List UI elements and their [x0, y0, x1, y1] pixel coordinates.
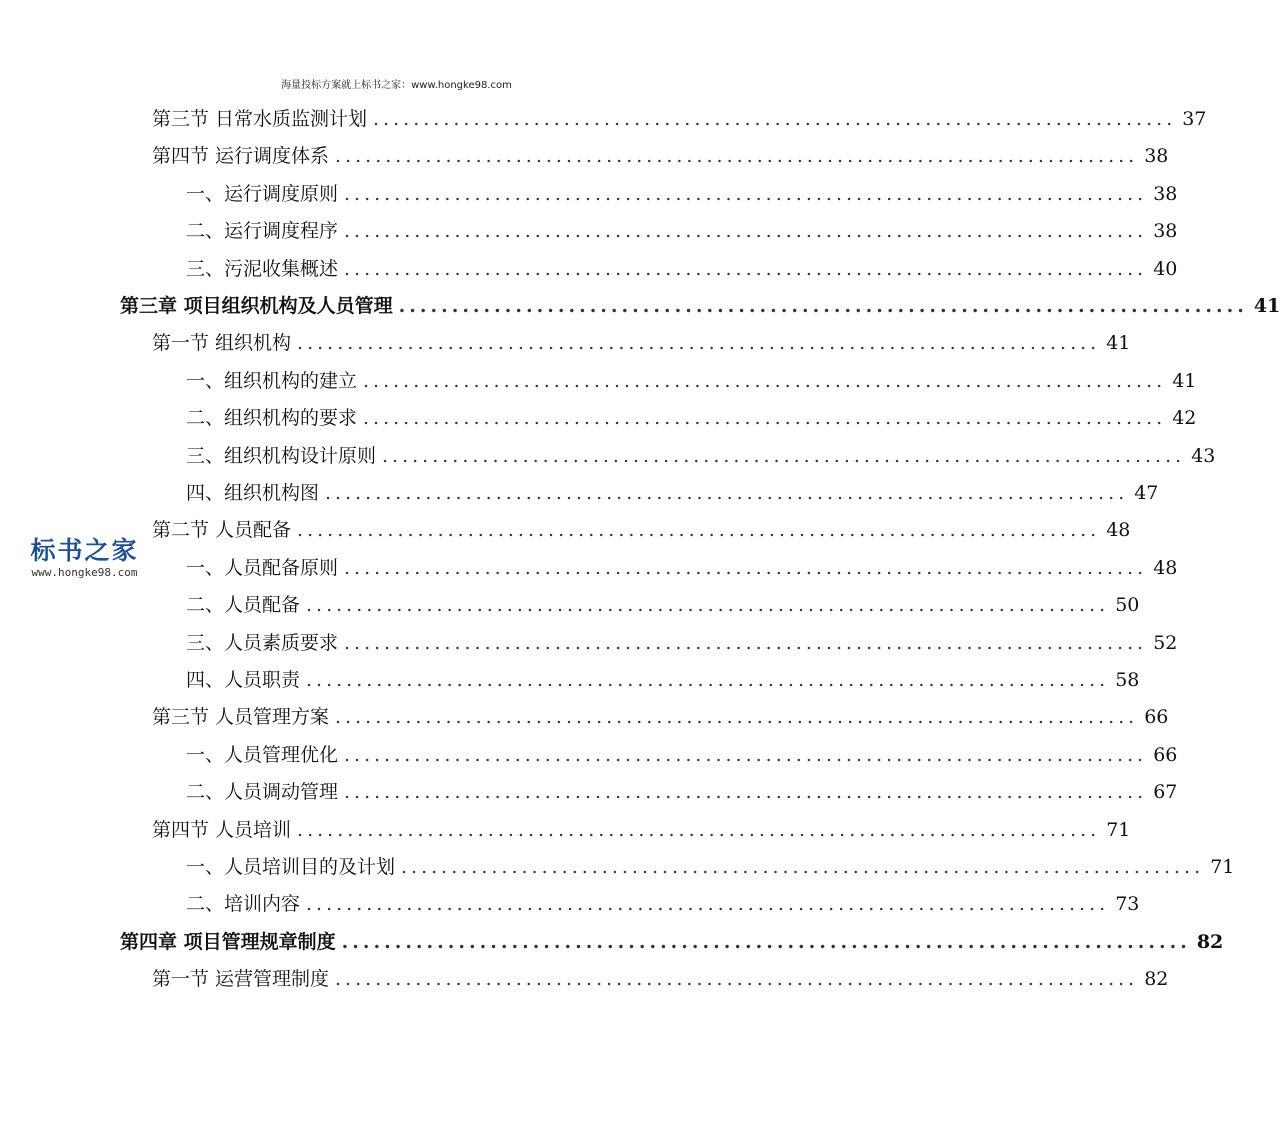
watermark-title: 标书之家	[30, 536, 139, 565]
toc-leader-dots: ................................................................................	[344, 220, 1148, 243]
toc-leader-dots: ................................................................................	[344, 257, 1148, 280]
toc-section-entry[interactable]	[152, 328, 1131, 358]
toc-leader-dots: ................................................................................	[344, 781, 1148, 804]
toc-entry-label: 二、运行调度程序	[186, 220, 339, 243]
toc-leader-dots: ................................................................................	[398, 295, 1248, 317]
toc-entry-label: 第一节 组织机构	[152, 332, 292, 355]
toc-entry-page-number: 50	[1115, 594, 1140, 617]
toc-leader-dots: ................................................................................	[306, 594, 1110, 617]
toc-section-entry[interactable]	[152, 141, 1169, 171]
toc-leader-dots: ................................................................................	[363, 407, 1167, 430]
toc-leader-dots: ................................................................................	[325, 482, 1129, 504]
toc-entry-label: 三、组织机构设计原则	[186, 444, 377, 467]
toc-entry-page-number: 41	[1106, 332, 1131, 355]
toc-entry-page-number: 43	[1191, 444, 1216, 467]
toc-subsection-entry[interactable]	[186, 628, 1178, 658]
toc-entry-page-number: 67	[1153, 781, 1178, 804]
toc-chapter-entry[interactable]	[120, 927, 1224, 957]
toc-entry-page-number: 73	[1115, 893, 1140, 916]
toc-subsection-entry[interactable]	[186, 179, 1178, 209]
toc-entry-label: 二、人员调动管理	[186, 781, 339, 804]
toc-entry-label: 二、组织机构的要求	[186, 407, 358, 430]
toc-entry-label: 第四节 人员培训	[152, 818, 292, 841]
toc-entry-label: 第三节 日常水质监测计划	[152, 108, 368, 130]
toc-entry-page-number: 38	[1153, 220, 1178, 243]
toc-entry-label: 三、人员素质要求	[186, 631, 339, 654]
toc-leader-dots: ................................................................................	[401, 856, 1205, 878]
page-header: 海量投标方案就上标书之家：www.hongke98.com	[281, 80, 512, 91]
toc-subsection-entry[interactable]	[186, 777, 1178, 807]
toc-leader-dots: ................................................................................	[344, 631, 1148, 654]
toc-leader-dots: ................................................................................	[335, 145, 1139, 168]
toc-entry-page-number: 66	[1153, 743, 1178, 766]
toc-entry-page-number: 38	[1144, 145, 1169, 168]
toc-leader-dots: ................................................................................	[297, 519, 1101, 542]
toc-section-entry[interactable]	[152, 702, 1169, 732]
toc-entry-page-number: 48	[1106, 519, 1131, 542]
toc-entry-label: 第三节 人员管理方案	[152, 706, 330, 729]
toc-leader-dots: ................................................................................	[335, 706, 1139, 729]
toc-section-entry[interactable]	[152, 515, 1131, 545]
toc-leader-dots: ................................................................................	[373, 108, 1177, 130]
toc-leader-dots: ................................................................................	[306, 893, 1110, 916]
toc-entry-page-number: 37	[1182, 108, 1207, 130]
toc-entry-label: 一、组织机构的建立	[186, 369, 358, 392]
toc-entry-page-number: 38	[1153, 182, 1178, 205]
toc-entry-page-number: 71	[1210, 856, 1235, 878]
toc-subsection-entry[interactable]	[186, 852, 1235, 882]
toc-section-entry[interactable]	[152, 815, 1131, 845]
toc-subsection-entry[interactable]	[186, 366, 1197, 396]
toc-leader-dots: ................................................................................	[335, 968, 1139, 991]
toc-entry-label: 第四节 运行调度体系	[152, 145, 330, 168]
toc-entry-label: 一、运行调度原则	[186, 182, 339, 205]
toc-entry-label: 三、污泥收集概述	[186, 257, 339, 280]
toc-subsection-entry[interactable]	[186, 403, 1197, 433]
toc-entry-page-number: 82	[1144, 968, 1169, 991]
toc-entry-page-number: 66	[1144, 706, 1169, 729]
toc-entry-label: 二、培训内容	[186, 893, 301, 916]
toc-leader-dots: ................................................................................	[363, 369, 1167, 392]
toc-entry-label: 第一节 运营管理制度	[152, 968, 330, 991]
toc-entry-page-number: 41	[1253, 295, 1280, 317]
toc-entry-page-number: 58	[1115, 669, 1140, 691]
toc-leader-dots: ................................................................................	[297, 332, 1101, 355]
toc-leader-dots: ................................................................................	[382, 444, 1186, 467]
toc-entry-page-number: 71	[1106, 818, 1131, 841]
toc-subsection-entry[interactable]	[186, 553, 1178, 583]
toc-leader-dots: ................................................................................	[306, 669, 1110, 691]
toc-section-entry[interactable]	[152, 964, 1169, 994]
toc-entry-label: 四、组织机构图	[186, 482, 320, 504]
watermark-url: www.hongke98.com	[31, 566, 138, 579]
toc-section-entry[interactable]	[152, 104, 1207, 134]
toc-leader-dots: ................................................................................	[344, 182, 1148, 205]
toc-entry-label: 一、人员管理优化	[186, 743, 339, 766]
toc-subsection-entry[interactable]	[186, 889, 1140, 919]
toc-subsection-entry[interactable]	[186, 590, 1140, 620]
toc-subsection-entry[interactable]	[186, 665, 1140, 695]
toc-subsection-entry[interactable]	[186, 254, 1178, 284]
toc-leader-dots: ................................................................................	[297, 818, 1101, 841]
watermark-logo	[12, 536, 157, 580]
toc-entry-label: 第二节 人员配备	[152, 519, 292, 542]
toc-entry-label: 一、人员培训目的及计划	[186, 856, 396, 878]
toc-entry-page-number: 42	[1172, 407, 1197, 430]
toc-entry-page-number: 40	[1153, 257, 1178, 280]
toc-leader-dots: ................................................................................	[341, 930, 1191, 953]
toc-entry-page-number: 48	[1153, 556, 1178, 579]
toc-entry-label: 第四章 项目管理规章制度	[120, 930, 336, 953]
toc-leader-dots: ................................................................................	[344, 556, 1148, 579]
toc-entry-page-number: 52	[1153, 631, 1178, 654]
toc-chapter-entry[interactable]	[120, 291, 1280, 321]
toc-leader-dots: ................................................................................	[344, 743, 1148, 766]
toc-entry-label: 四、人员职责	[186, 669, 301, 691]
toc-subsection-entry[interactable]	[186, 441, 1216, 471]
toc-entry-page-number: 82	[1196, 930, 1224, 953]
toc-entry-page-number: 47	[1134, 482, 1159, 504]
toc-entry-label: 二、人员配备	[186, 594, 301, 617]
toc-subsection-entry[interactable]	[186, 740, 1178, 770]
toc-entry-label: 一、人员配备原则	[186, 556, 339, 579]
toc-entry-page-number: 41	[1172, 369, 1197, 392]
toc-subsection-entry[interactable]	[186, 478, 1159, 508]
toc-subsection-entry[interactable]	[186, 216, 1178, 246]
toc-entry-label: 第三章 项目组织机构及人员管理	[120, 295, 393, 317]
